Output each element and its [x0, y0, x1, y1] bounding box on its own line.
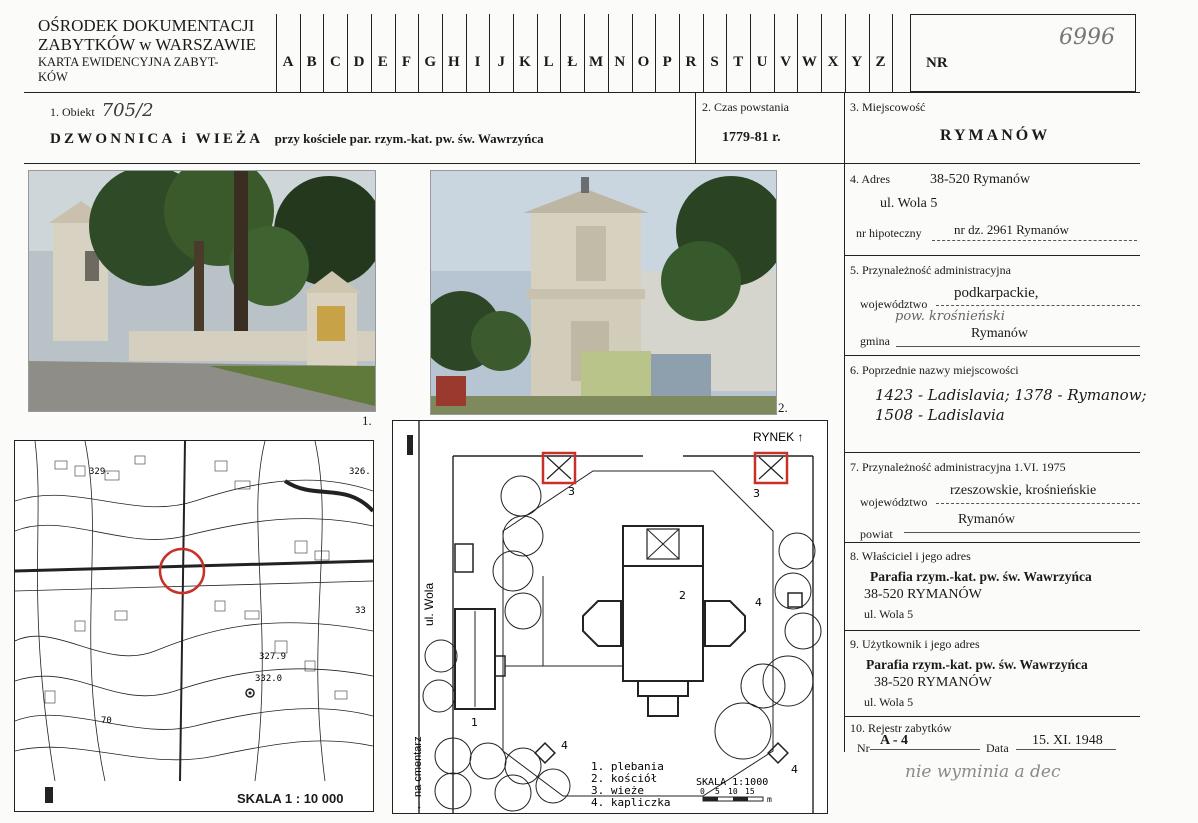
nr-box	[910, 14, 1136, 92]
letter-I: I	[474, 54, 481, 70]
letter-C: C	[329, 54, 341, 70]
admin1975-powiat-value	[904, 512, 1140, 533]
letter-separator	[750, 14, 751, 92]
letter-J: J	[497, 54, 506, 70]
letter-separator	[869, 14, 870, 92]
letter-P: P	[662, 54, 672, 70]
letter-separator	[395, 14, 396, 92]
register-date-value-text: 15. XI. 1948	[1032, 733, 1103, 748]
photo-1-bell-tower-street	[28, 170, 376, 412]
letter-K: K	[519, 54, 531, 70]
address-street: ul. Wola 5	[880, 196, 938, 211]
admin1975-voiv-value-text: rzeszowskie, krośnieńskie	[950, 483, 1097, 498]
site-scale-tick-0: 0	[700, 787, 705, 796]
letter-L: L	[543, 54, 554, 70]
site-plan	[392, 420, 828, 814]
admin1975-voiv-value	[936, 483, 1140, 504]
site-number-chapel-1: 4	[755, 596, 762, 609]
letter-separator	[323, 14, 324, 92]
admin-handwritten: pow. krośnieński	[895, 309, 1005, 324]
map-label-327: 327.9	[259, 652, 287, 662]
letter-Y: Y	[851, 54, 863, 70]
letter-separator	[774, 14, 775, 92]
letter-separator	[537, 14, 538, 92]
object-field	[50, 100, 154, 121]
mortgage-value	[932, 222, 1137, 241]
legend-item-4: 4. kapliczka	[591, 796, 671, 809]
letter-E: E	[377, 54, 388, 70]
place-label: 3. Miejscowość	[850, 100, 926, 114]
letter-separator	[584, 14, 585, 92]
site-scale-tick-15: 15	[745, 787, 755, 796]
owner-label: 8. Właściciel i jego adres	[850, 549, 971, 563]
site-cemetery-label: ← na cmentarz	[412, 736, 424, 811]
letter-separator	[703, 14, 704, 92]
photo-2-bell-tower-church	[430, 170, 777, 415]
letter-N: N	[614, 54, 626, 70]
map-label-33: 33	[355, 606, 366, 616]
site-scale-tick-5: 5	[715, 787, 720, 796]
site-number-tower-left: 3	[568, 485, 575, 498]
letter-separator	[845, 14, 846, 92]
letter-separator	[489, 14, 490, 92]
address-postcode: 38-520 Rymanów	[930, 172, 1031, 187]
letter-separator	[371, 14, 372, 92]
photo-2-number: 2.	[778, 400, 788, 415]
letter-U: U	[756, 54, 768, 70]
prev-names-label: 6. Poprzednie nazwy miejscowości	[850, 363, 1019, 377]
letter-M: M	[589, 54, 604, 70]
user-label: 9. Użytkownik i jego adres	[850, 637, 980, 651]
letter-separator	[655, 14, 656, 92]
user-city: 38-520 RYMANÓW	[874, 675, 992, 690]
object-name-main: DZWONNICA i WIEŻA	[50, 131, 264, 147]
letter-R: R	[685, 54, 697, 70]
register-nr-value-text: A - 4	[880, 733, 908, 748]
letter-separator	[892, 14, 893, 92]
site-scale-tick-unit: m	[767, 795, 772, 804]
letter-separator	[797, 14, 798, 92]
letter-separator	[300, 14, 301, 92]
site-plan-drawing	[393, 421, 827, 813]
letter-W: W	[801, 54, 817, 70]
register-date-value	[1016, 733, 1116, 750]
map-label-332: 332.0	[255, 674, 283, 684]
card-title	[38, 55, 218, 85]
owner-name: Parafia rzym.-kat. pw. św. Wawrzyńca	[870, 569, 1092, 584]
letter-V: V	[780, 54, 792, 70]
letter-separator	[347, 14, 348, 92]
letter-O: O	[637, 54, 650, 70]
nr-handwritten: 6996	[1059, 25, 1115, 50]
location-map	[14, 440, 374, 812]
nr-label: NR	[926, 55, 948, 71]
date-label: 2. Czas powstania	[702, 100, 789, 114]
object-name	[50, 131, 544, 148]
admin1975-powiat-value-text: Rymanów	[958, 512, 1015, 527]
letter-D: D	[353, 54, 365, 70]
letter-Z: Z	[875, 54, 886, 70]
site-number-church: 2	[679, 589, 686, 602]
prev-names-line1: 1423 - Ladislavia; 1378 - Rymanow;	[875, 386, 1147, 404]
place-value: RYMANÓW	[940, 127, 1051, 144]
site-number-chapel-3: 4	[791, 763, 798, 776]
user-name: Parafia rzym.-kat. pw. św. Wawrzyńca	[866, 657, 1088, 672]
letter-T: T	[733, 54, 744, 70]
letter-separator	[466, 14, 467, 92]
object-label: 1. Obiekt	[50, 105, 95, 119]
site-number-rectory: 1	[471, 716, 478, 729]
admin-gmina-value	[896, 326, 1140, 347]
register-date-label: Data	[986, 741, 1009, 755]
legend-item-2: 2. kościół	[591, 772, 658, 785]
admin-voiv-label: województwo	[860, 297, 928, 311]
letter-separator	[726, 14, 727, 92]
letter-separator	[679, 14, 680, 92]
site-number-chapel-2: 4	[561, 739, 568, 752]
address-label: 4. Adres	[850, 172, 890, 186]
map-label-70: 70	[101, 716, 112, 726]
letter-Ł: Ł	[567, 54, 578, 70]
location-map-drawing	[15, 441, 373, 781]
letter-separator	[608, 14, 609, 92]
letter-separator	[821, 14, 822, 92]
institution-name	[38, 16, 256, 54]
mortgage-value-text: nr dz. 2961 Rymanów	[954, 222, 1070, 237]
admin1975-powiat-label: powiat	[860, 527, 893, 541]
photo-1-number: 1.	[362, 413, 372, 428]
admin-gmina-value-text: Rymanów	[971, 326, 1028, 341]
object-name-rest: przy kościele par. rzym.-kat. pw. św. Wawrzyńca	[274, 131, 544, 146]
prev-names-line2: 1508 - Ladislavia	[875, 406, 1005, 424]
admin1975-voiv-label: województwo	[860, 495, 928, 509]
site-number-tower-right: 3	[753, 487, 760, 500]
institution-line1: OŚRODEK DOKUMENTACJI	[38, 16, 255, 35]
mortgage-label: nr hipoteczny	[856, 226, 922, 240]
site-street-label: ul. Wola	[422, 582, 436, 626]
site-scale-tick-10: 10	[728, 787, 738, 796]
letter-A: A	[282, 54, 294, 70]
letter-separator	[632, 14, 633, 92]
letter-F: F	[401, 54, 412, 70]
register-nr-label: Nr	[857, 741, 870, 755]
letter-H: H	[448, 54, 460, 70]
location-map-scale: SKALA 1 : 10 000	[237, 791, 344, 806]
site-scale-label: SKALA 1:1000	[696, 777, 769, 788]
north-arrow-map	[45, 787, 53, 803]
card-title-line2: KÓW	[38, 70, 68, 84]
user-street: ul. Wola 5	[864, 695, 914, 709]
admin-voiv-value	[936, 285, 1140, 306]
owner-street: ul. Wola 5	[864, 607, 914, 621]
letter-separator	[560, 14, 561, 92]
letter-separator	[513, 14, 514, 92]
institution-line2: ZABYTKÓW w WARSZAWIE	[38, 35, 257, 54]
register-nr-value	[870, 733, 980, 750]
object-handwritten: 705/2	[101, 100, 154, 121]
letter-separator	[442, 14, 443, 92]
admin-label: 5. Przynależność administracyjna	[850, 263, 1011, 277]
owner-city: 38-520 RYMANÓW	[864, 587, 982, 602]
letter-separator	[418, 14, 419, 92]
admin1975-label: 7. Przynależność administracyjna 1.VI. 1975	[850, 460, 1066, 474]
map-label-326: 326.	[349, 467, 371, 477]
legend-item-1: 1. plebania	[591, 760, 664, 773]
site-rynek-label: RYNEK ↑	[753, 430, 804, 444]
register-label: 10. Rejestr zabytków	[850, 721, 952, 735]
letter-B: B	[306, 54, 317, 70]
register-handwritten: nie wyminia a dec	[905, 762, 1061, 782]
legend-item-3: 3. wieże	[591, 784, 644, 797]
admin-gmina-label: gmina	[860, 334, 890, 348]
date-value: 1779-81 r.	[722, 130, 781, 145]
letter-G: G	[424, 54, 437, 70]
map-label-329: 329.	[89, 467, 111, 477]
letter-S: S	[710, 54, 719, 70]
letter-X: X	[827, 54, 839, 70]
admin-voiv-value-text: podkarpackie,	[954, 285, 1039, 301]
card-title-line1: KARTA EWIDENCYJNA ZABYT-	[38, 55, 219, 69]
